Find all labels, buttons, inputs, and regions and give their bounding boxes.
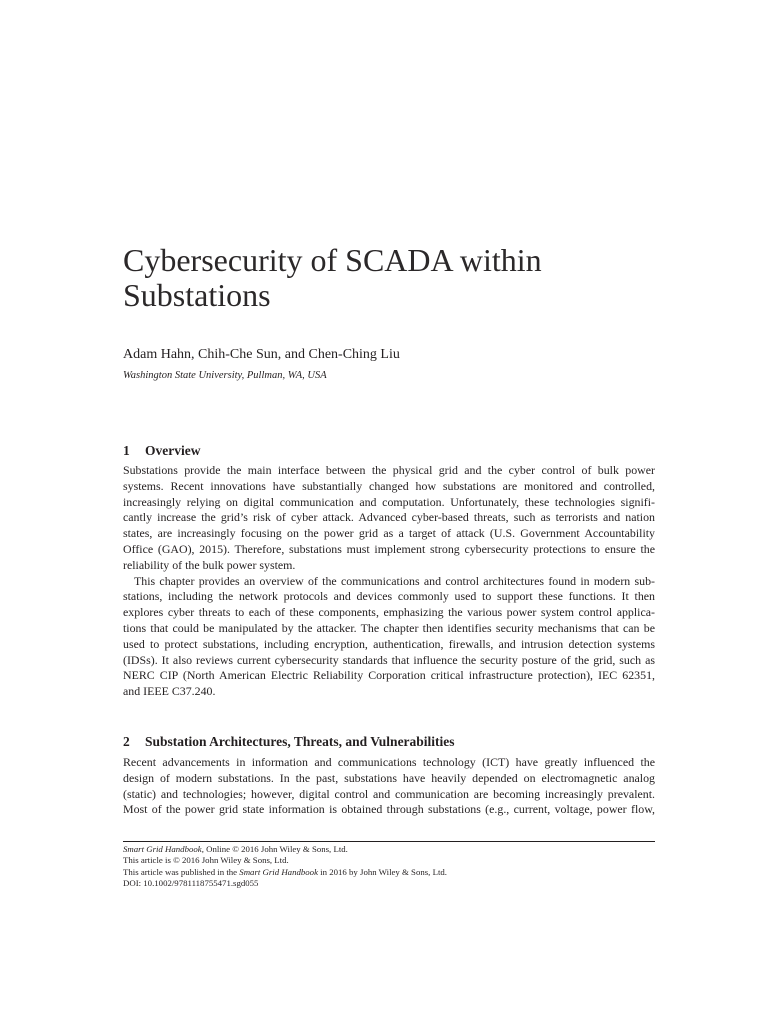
title-line: Substations [123, 277, 271, 313]
section-body [123, 755, 655, 818]
body-line: Office (GAO), 2015). Therefore, substations must implement strong cybersecurity protections to ensure the [123, 541, 655, 556]
body-line: cantly increase the grid’s risk of cyber attack. Advanced cyber-based threats, such as terrorists and nation [123, 510, 655, 525]
body-line: This chapter provides an overview of the communications and control architectures found in modern sub- [134, 573, 655, 588]
body-line: used to protect substations, including encryption, authentication, firewalls, and intrusion detection systems [123, 636, 655, 651]
body-line: Substations provide the main interface between the physical grid and the cyber control of bulk power [123, 463, 655, 477]
paragraph [123, 755, 655, 818]
body-line: increasingly relying on digital communication and computation. Unfortunately, these technologies signifi- [123, 494, 655, 509]
footer-line: This article is © 2016 John Wiley & Sons, Ltd. [123, 855, 289, 866]
section-title: Overview [145, 443, 201, 458]
footer-text: , Online © 2016 John Wiley & Sons, Ltd. [201, 844, 348, 854]
body-line: Most of the power grid state information is obtained through substations (e.g., current, voltage, power flow, [123, 802, 655, 817]
title-line: Cybersecurity of SCADA within [123, 242, 542, 278]
footer-text: in 2016 by John Wiley & Sons, Ltd. [317, 866, 447, 877]
body-line: Recent advancements in information and communications technology (ICT) have greatly influenced the [123, 755, 655, 769]
body-line: (IDSs). It also reviews current cybersecurity standards that influence the security posture of the grid, such as [123, 652, 655, 667]
body-line: states, are increasingly focusing on the power grid as a target of attack (U.S. Government Accountability [123, 526, 655, 541]
author-affiliation: Washington State University, Pullman, WA, USA [123, 370, 327, 381]
body-line: NERC CIP (North American Electric Reliability Corporation critical infrastructure protection), IEC 62351, [123, 668, 655, 683]
body-line: systems. Recent innovations have substantially changed how substations are monitored and controlled, [123, 478, 655, 493]
book-title: Smart Grid Handbook [239, 866, 318, 877]
chapter-title [123, 243, 542, 313]
body-line: design of modern substations. In the past, substations have heavily depended on electromagnetic analog [123, 770, 655, 785]
section-number: 2 [123, 734, 130, 749]
section-number: 1 [123, 443, 130, 458]
body-line: tions that could be manipulated by the attacker. The chapter then identifies security mechanisms that can be [123, 620, 655, 635]
section-title: Substation Architectures, Threats, and Vulnerabilities [145, 734, 455, 749]
footer-line [123, 867, 447, 878]
body-line: (static) and technologies; however, digital control and communication are becoming increasingly prevalent. [123, 786, 655, 801]
paragraph [123, 463, 655, 574]
doi-line: DOI: 10.1002/9781118755471.sgd055 [123, 877, 259, 888]
body-line: and IEEE C37.240. [123, 684, 216, 699]
footnote-rule [123, 841, 655, 842]
section-body [123, 463, 655, 700]
footer-text: This article was published in the [123, 866, 240, 877]
body-line: reliability of the bulk power system. [123, 557, 296, 572]
paragraph [123, 574, 655, 700]
section-heading [123, 733, 455, 750]
publication-footer [123, 844, 447, 889]
body-line: explores cyber threats to each of these components, emphasizing the various power system control applica- [123, 605, 655, 620]
book-title: Smart Grid Handbook [123, 844, 202, 854]
section-heading [123, 442, 200, 459]
body-line: stations, including the network protocols and devices commonly used to support these functions. It then [123, 589, 655, 604]
author-list: Adam Hahn, Chih-Che Sun, and Chen-Ching Liu [123, 347, 400, 362]
footer-line [123, 844, 447, 855]
